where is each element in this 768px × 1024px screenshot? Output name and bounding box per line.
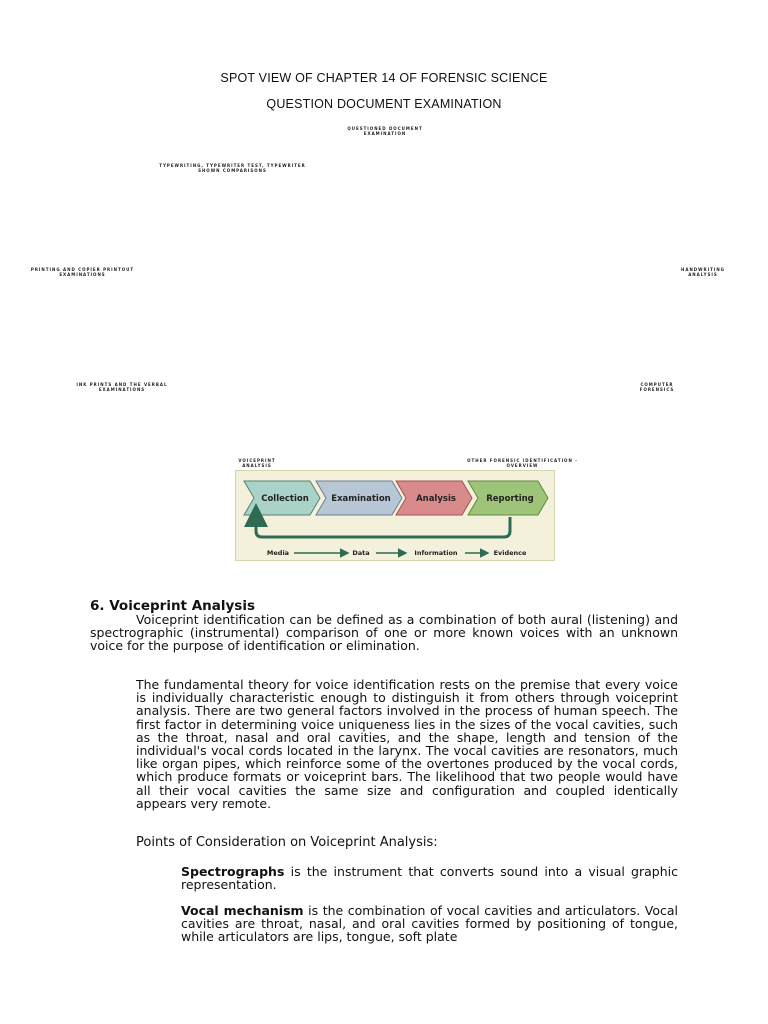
mindmap-inks-label: INK PRINTS AND THE VERBAL EXAMINATIONS xyxy=(76,382,168,392)
document-title: SPOT VIEW OF CHAPTER 14 OF FORENSIC SCIENCE xyxy=(220,71,548,85)
flow-media-label: Media xyxy=(266,549,290,557)
points-of-consideration-heading: Points of Consideration on Voiceprint Analysis: xyxy=(136,835,438,850)
flow-data-label: Data xyxy=(352,549,370,557)
vocal-mechanism-paragraph xyxy=(181,904,678,944)
forensic-process-diagram xyxy=(235,470,555,561)
mindmap-voiceprint-label: VOICEPRINT ANALYSIS xyxy=(238,458,276,468)
flow-information-label: Information xyxy=(414,549,458,557)
step-collection-label: Collection xyxy=(261,494,309,504)
spectrographs-definition: is the instrument that converts sound into a visual graphic representation. xyxy=(181,864,678,893)
process-diagram-svg xyxy=(236,471,556,562)
step-reporting-label: Reporting xyxy=(486,494,534,504)
mindmap-overview-label: OTHER FORENSIC IDENTIFICATION - OVERVIEW xyxy=(467,458,578,468)
mindmap-typewriting-label: TYPEWRITING, TYPEWRITER TEST, TYPEWRITER SHOWN COMPARISONS xyxy=(159,163,306,173)
mindmap-center-label: QUESTIONED DOCUMENT EXAMINATION xyxy=(347,126,423,136)
document-subtitle: QUESTION DOCUMENT EXAMINATION xyxy=(266,97,502,111)
theory-paragraph: The fundamental theory for voice identification rests on the premise that every voice is individually characteristic enough to distinguish it from others through voiceprint analysis. There are two general factors involved in the process of human speech. The first factor in determining voice uniqueness lies in the sizes of the vocal cavities, such as the throat, nasal and oral cavities, and the shape, length and tension of the individual's vocal cords located in the larynx. The vocal cavities are resonators, much like organ pipes, which reinforce some of the overtones produced by the vocal cords, which produce formats or voiceprint bars. The likelihood that two people would have all their vocal cavities the same size and configuration and coupled identically appears very remote. xyxy=(136,677,678,811)
definition-paragraph: Voiceprint identification can be defined as a combination of both aural (listening) and spectrographic (instrumental) comparison of one or more known voices with an unknown voice for the purpose of identification or elimination. xyxy=(90,612,678,654)
section-heading: 6. Voiceprint Analysis xyxy=(90,598,255,614)
feedback-loop-arrow xyxy=(256,517,510,537)
mindmap-printing-label: PRINTING AND COPIER PRINTOUT EXAMINATIONS xyxy=(30,267,135,277)
step-examination-label: Examination xyxy=(331,494,391,504)
mindmap-handwriting-label: HANDWRITING ANALYSIS xyxy=(681,267,725,277)
mindmap-computer-label: COMPUTER FORENSICS xyxy=(639,382,675,392)
spectrographs-term: Spectrographs xyxy=(181,864,285,879)
spectrographs-paragraph xyxy=(181,865,678,891)
step-analysis-label: Analysis xyxy=(416,494,456,504)
vocal-mechanism-definition: is the combination of vocal cavities and articulators. Vocal cavities are throat, nasal, and oral cavities formed by positioning of tongue, while articulators are lips, tongue, soft plate xyxy=(181,903,678,945)
flow-evidence-label: Evidence xyxy=(493,549,527,557)
vocal-mechanism-term: Vocal mechanism xyxy=(181,903,304,918)
